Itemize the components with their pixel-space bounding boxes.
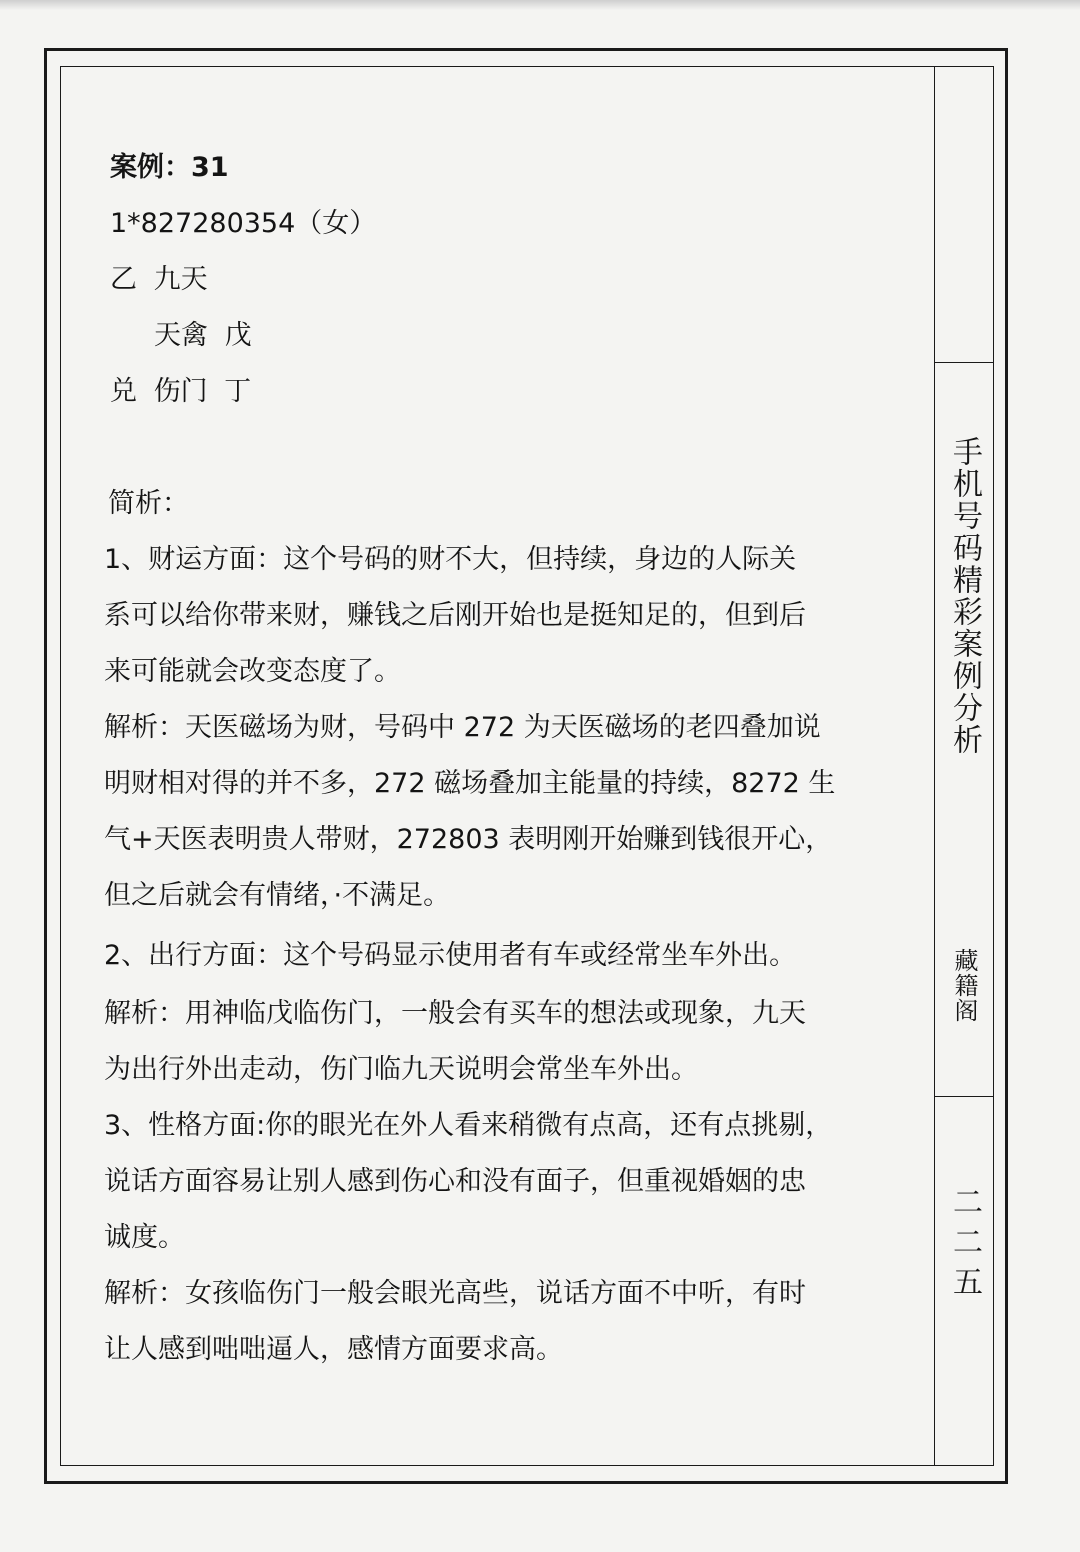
paragraph-line: 明财相对得的并不多，272 磁场叠加主能量的持续，8272 生 [104, 768, 836, 799]
case-title: 案例：31 [110, 152, 229, 183]
paragraph-line: 说话方面容易让别人感到伤心和没有面子，但重视婚姻的忠 [104, 1166, 806, 1197]
book-title: 手机号码精彩案例分析 [947, 436, 982, 756]
paragraph-line: 解析：天医磁场为财，号码中 272 为天医磁场的老四叠加说 [104, 712, 821, 743]
page-number: 二二五 [947, 1186, 982, 1306]
paragraph-line: 3、性格方面:你的眼光在外人看来稍微有点高，还有点挑剔， [104, 1110, 833, 1141]
publisher-brand: 藏籍阁 [950, 948, 978, 1023]
paragraph-line: 气+天医表明贵人带财，272803 表明刚开始赚到钱很开心， [104, 824, 833, 855]
chart-row-3: 兑 伤门 丁 [110, 376, 252, 407]
paragraph-line: 为出行外出走动，伤门临九天说明会常坐车外出。 [104, 1054, 698, 1085]
paragraph-line: 来可能就会改变态度了。 [104, 656, 401, 687]
paragraph-line: 但之后就会有情绪，·不满足。 [104, 880, 451, 911]
paragraph-line: 解析：用神临戊临伤门，一般会有买车的想法或现象，九天 [104, 998, 806, 1029]
sidebar-rule-top [934, 362, 994, 363]
paragraph-line: 诚度。 [104, 1222, 185, 1253]
paragraph-line: 系可以给你带来财，赚钱之后刚开始也是挺知足的，但到后 [104, 600, 806, 631]
chart-row-1: 乙 九天 [110, 264, 208, 295]
paragraph-line: 2、出行方面：这个号码显示使用者有车或经常坐车外出。 [104, 940, 797, 971]
phone-number-line: 1*827280354（女） [110, 208, 377, 239]
paragraph-line: 让人感到咄咄逼人，感情方面要求高。 [104, 1334, 563, 1365]
analysis-heading: 简析： [108, 488, 189, 519]
paragraph-line: 解析：女孩临伤门一般会眼光高些，说话方面不中听，有时 [104, 1278, 806, 1309]
page-top-edge [0, 0, 1080, 10]
paragraph-line: 1、财运方面：这个号码的财不大，但持续，身边的人际关 [104, 544, 797, 575]
chart-row-2: 天禽 戊 [154, 320, 252, 351]
sidebar-rule-bottom [934, 1096, 994, 1097]
